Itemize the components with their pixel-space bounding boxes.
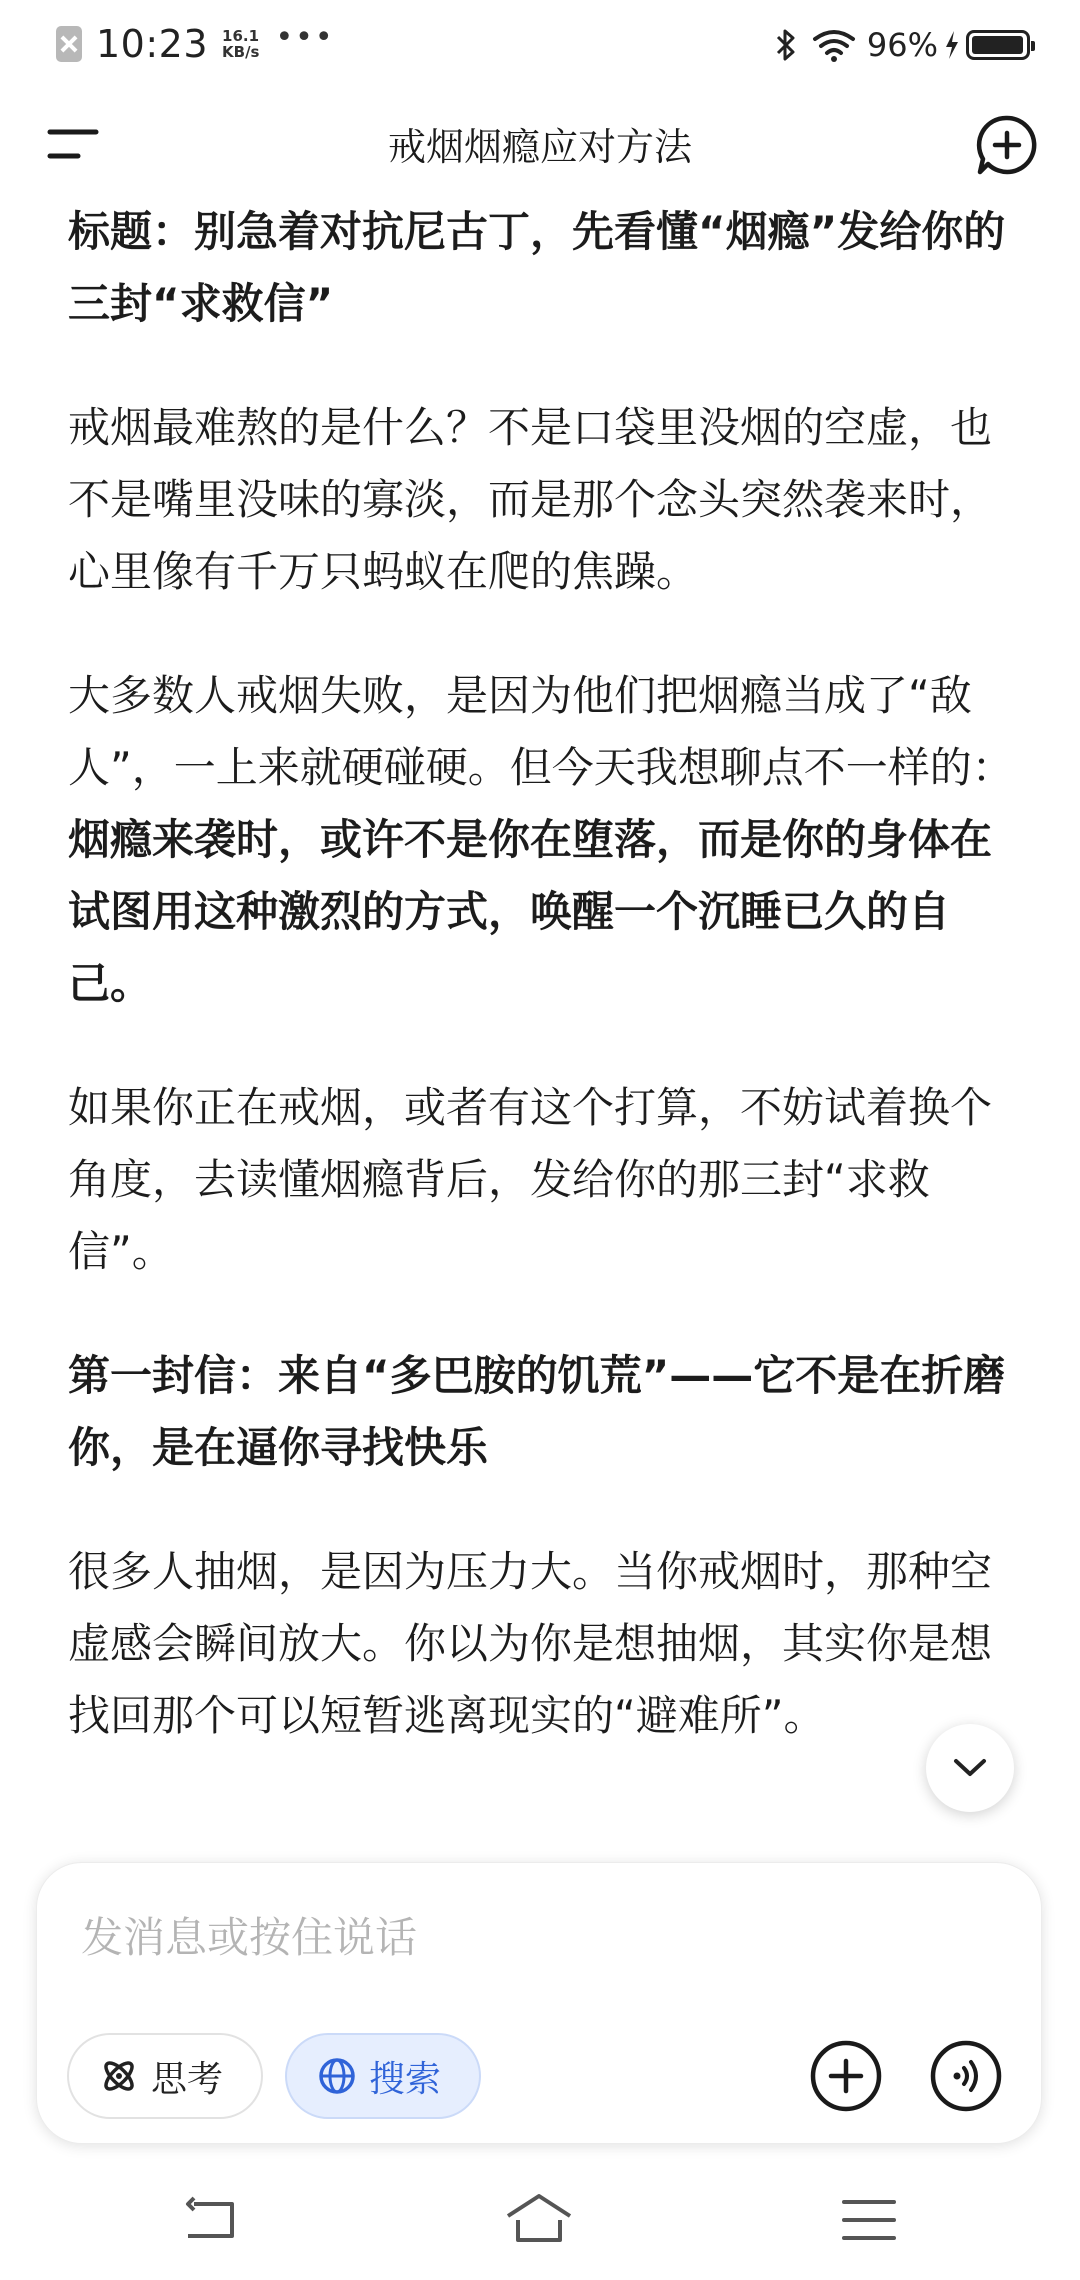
article-paragraph: 很多人抽烟，是因为压力大。当你戒烟时，那种空虚感会瞬间放大。你以为你是想抽烟，其实你是想找回那个可以短暂逃离现实的“避难所”。 [68, 1547, 993, 1740]
search-label: 搜索 [369, 2058, 442, 2100]
article-paragraph: 如果你正在戒烟，或者有这个打算，不妨试着换个角度，去读懂烟瘾背后，发给你的那三封“求救信”。 [68, 1083, 993, 1276]
section-heading: 第一封信：来自“多巴胺的饥荒”——它不是在折磨你，是在逼你寻找快乐 [68, 1351, 1006, 1472]
chevron-down-icon [952, 1757, 988, 1779]
no-sim-icon [56, 26, 82, 62]
more-notifications-icon: ••• [275, 19, 335, 55]
voice-icon[interactable] [927, 2037, 1005, 2115]
think-icon [99, 2056, 139, 2096]
status-bar-right [775, 22, 1030, 68]
highlighted-text: 烟瘾来袭时，或许不是你在堕落，而是你的身体在试图用这种激烈的方式，唤醒一个沉睡已久的自己。 [68, 815, 993, 1008]
think-label: 思考 [151, 2058, 224, 2100]
page-title: 戒烟烟瘾应对方法 [387, 125, 692, 169]
new-chat-icon[interactable] [974, 112, 1040, 178]
plus-icon[interactable] [807, 2037, 885, 2115]
status-bar [0, 0, 1080, 88]
article-paragraph [68, 660, 1018, 1020]
message-input[interactable]: 发消息或按住说话 [81, 1913, 418, 1962]
globe-icon [317, 2056, 357, 2096]
charging-icon [944, 30, 960, 60]
article-paragraph: 戒烟最难熬的是什么？不是口袋里没烟的空虚，也不是嘴里没味的寡淡，而是那个念头突然袭来时，心里像有千万只蚂蚁在爬的焦躁。 [68, 403, 993, 596]
paragraph-text: 大多数人戒烟失败，是因为他们把烟瘾当成了“敌人”，一上来就硬碰硬。但今天我想聊点不一样的： [68, 671, 1014, 792]
status-bar-left [56, 20, 335, 68]
app-header [0, 100, 1080, 190]
recents-icon[interactable] [834, 2190, 904, 2250]
back-icon[interactable] [178, 2190, 248, 2250]
article-title: 标题：别急着对抗尼古丁，先看懂“烟瘾”发给你的三封“求救信” [68, 207, 1006, 328]
chat-article [68, 196, 1018, 1804]
search-toggle-button[interactable] [285, 2033, 481, 2119]
message-composer [36, 1862, 1042, 2144]
think-toggle-button[interactable] [67, 2033, 263, 2119]
battery-icon [966, 30, 1030, 60]
status-time: 10:23 [96, 22, 209, 66]
network-speed-unit: KB/s [222, 43, 260, 61]
scroll-to-bottom-button[interactable] [926, 1724, 1014, 1812]
wifi-icon [811, 27, 857, 63]
home-icon[interactable] [504, 2190, 574, 2250]
bluetooth-icon [775, 28, 797, 62]
battery-percentage: 96% [866, 26, 938, 64]
network-speed-value: 16.1 [222, 27, 260, 45]
network-speed [222, 28, 259, 60]
system-navigation-bar [0, 2170, 1080, 2280]
